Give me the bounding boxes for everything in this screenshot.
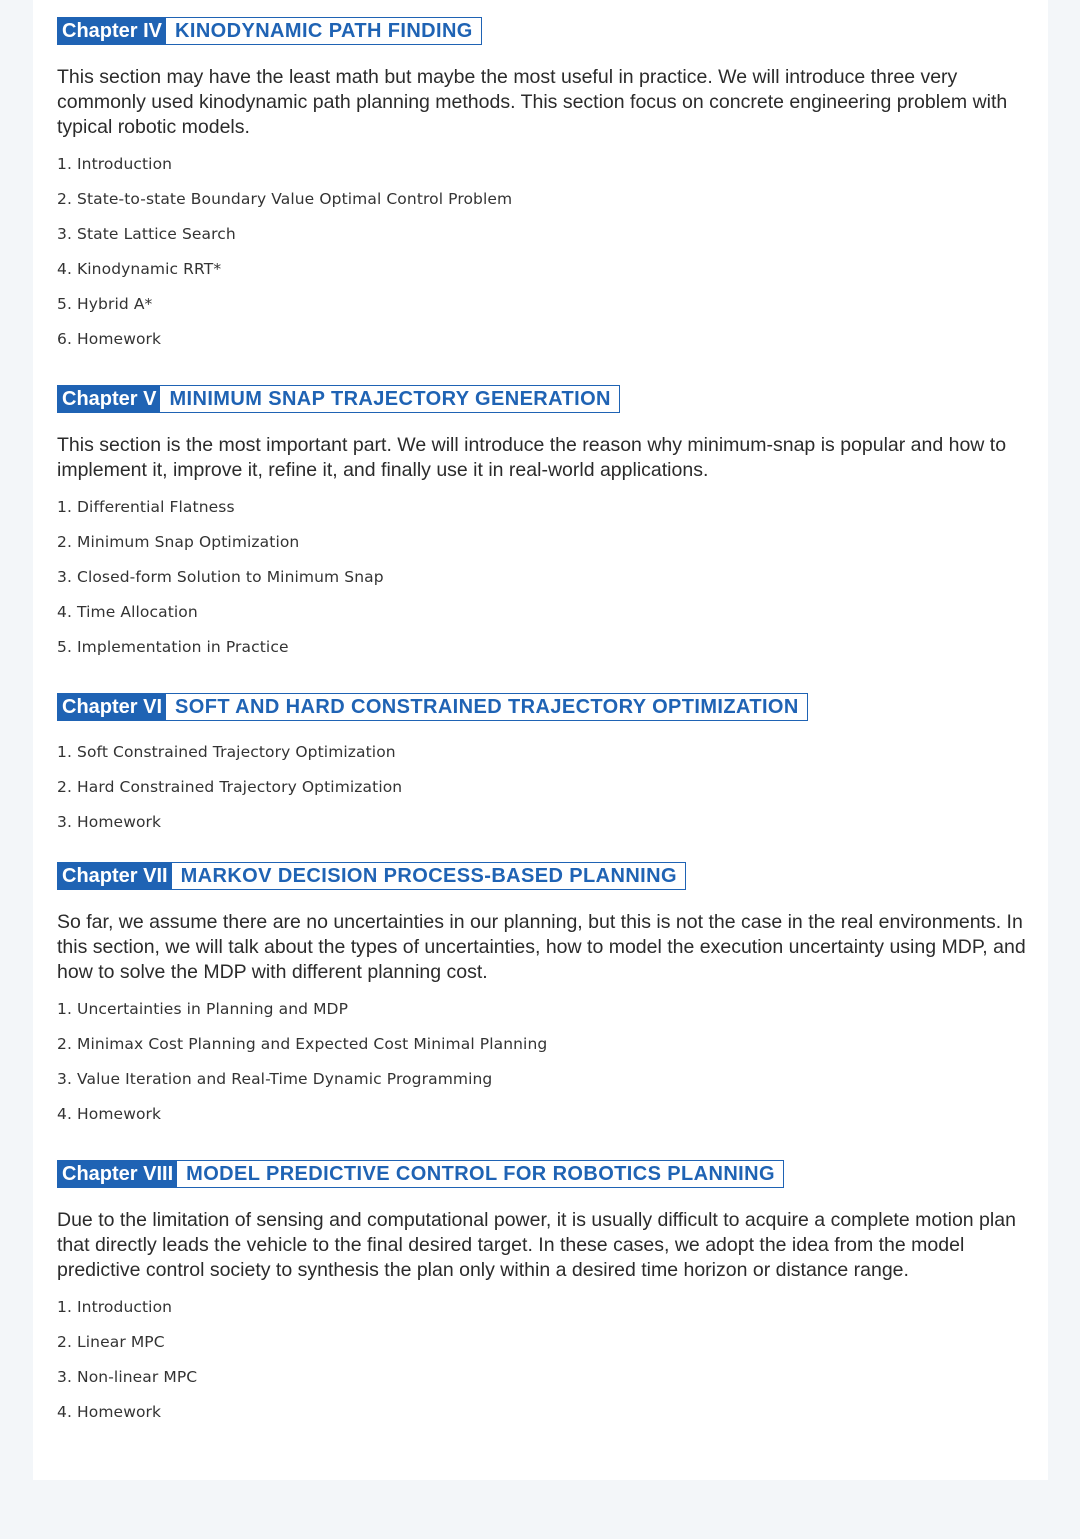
chapter-title: MARKOV DECISION PROCESS-BASED PLANNING bbox=[180, 865, 677, 887]
list-item: 2. Hard Constrained Trajectory Optimization bbox=[57, 778, 403, 796]
chapter-title: SOFT AND HARD CONSTRAINED TRAJECTORY OPTIMIZATION bbox=[175, 696, 799, 718]
list-item: 2. State-to-state Boundary Value Optimal Control Problem bbox=[57, 190, 513, 208]
list-item: 3. Closed-form Solution to Minimum Snap bbox=[57, 568, 384, 586]
list-item: 2. Linear MPC bbox=[57, 1333, 165, 1351]
list-item: 3. Homework bbox=[57, 813, 162, 831]
chapter-vii-section bbox=[57, 862, 1027, 1132]
list-item: 6. Homework bbox=[57, 330, 162, 348]
list-item: 4. Kinodynamic RRT* bbox=[57, 260, 222, 278]
list-item: 4. Homework bbox=[57, 1403, 162, 1421]
chapter-description: This section may have the least math but maybe the most useful in practice. We will introduce three very commonly used kinodynamic path planning methods. This section focus on concrete engineering problem with typical robotic models. bbox=[57, 66, 1008, 138]
chapter-number: Chapter V bbox=[58, 386, 160, 412]
chapter-viii-section bbox=[57, 1160, 1027, 1430]
list-item: 5. Implementation in Practice bbox=[57, 638, 289, 656]
list-item: 1. Differential Flatness bbox=[57, 498, 235, 516]
chapter-number: Chapter VIII bbox=[58, 1161, 177, 1187]
chapter-heading bbox=[57, 1160, 784, 1188]
list-item: 2. Minimum Snap Optimization bbox=[57, 533, 300, 551]
chapter-topic-list bbox=[57, 147, 1027, 357]
chapter-vi-section bbox=[57, 693, 808, 840]
chapter-description: So far, we assume there are no uncertainties in our planning, but this is not the case in the real environments. In this section, we will talk about the types of uncertainties, how to model the execution uncertainty using MDP, and how to solve the MDP with different planning cost. bbox=[57, 911, 1026, 983]
list-item: 3. Non-linear MPC bbox=[57, 1368, 198, 1386]
chapter-title: MODEL PREDICTIVE CONTROL FOR ROBOTICS PLANNING bbox=[186, 1163, 775, 1185]
list-item: 4. Homework bbox=[57, 1105, 162, 1123]
chapter-topic-list bbox=[57, 735, 808, 840]
chapter-title: KINODYNAMIC PATH FINDING bbox=[175, 20, 473, 42]
chapter-iv-section bbox=[57, 17, 1027, 357]
chapter-title: MINIMUM SNAP TRAJECTORY GENERATION bbox=[169, 388, 611, 410]
list-item: 5. Hybrid A* bbox=[57, 295, 153, 313]
chapter-description: Due to the limitation of sensing and computational power, it is usually difficult to acquire a complete motion plan that directly leads the vehicle to the final desired target. In these cases, we adopt the idea from the model predictive control society to synthesis the plan only within a desired time horizon or distance range. bbox=[57, 1209, 1016, 1281]
list-item: 1. Uncertainties in Planning and MDP bbox=[57, 1000, 349, 1018]
chapter-number: Chapter VI bbox=[58, 694, 166, 720]
list-item: 1. Soft Constrained Trajectory Optimization bbox=[57, 743, 396, 761]
chapter-topic-list bbox=[57, 1290, 1027, 1430]
list-item: 3. Value Iteration and Real-Time Dynamic Programming bbox=[57, 1070, 493, 1088]
list-item: 1. Introduction bbox=[57, 1298, 173, 1316]
chapter-heading bbox=[57, 862, 686, 890]
chapter-heading bbox=[57, 693, 808, 721]
chapter-number: Chapter VII bbox=[58, 863, 172, 889]
chapter-number: Chapter IV bbox=[58, 18, 166, 44]
chapter-description: This section is the most important part. We will introduce the reason why minimum-snap is popular and how to implement it, improve it, refine it, and finally use it in real-world applications. bbox=[57, 434, 1007, 481]
chapter-heading bbox=[57, 385, 620, 413]
chapter-topic-list bbox=[57, 992, 1027, 1132]
list-item: 2. Minimax Cost Planning and Expected Cost Minimal Planning bbox=[57, 1035, 548, 1053]
chapter-topic-list bbox=[57, 490, 1027, 665]
list-item: 1. Introduction bbox=[57, 155, 173, 173]
list-item: 4. Time Allocation bbox=[57, 603, 198, 621]
chapter-heading bbox=[57, 17, 482, 45]
chapter-v-section bbox=[57, 385, 1027, 665]
list-item: 3. State Lattice Search bbox=[57, 225, 236, 243]
